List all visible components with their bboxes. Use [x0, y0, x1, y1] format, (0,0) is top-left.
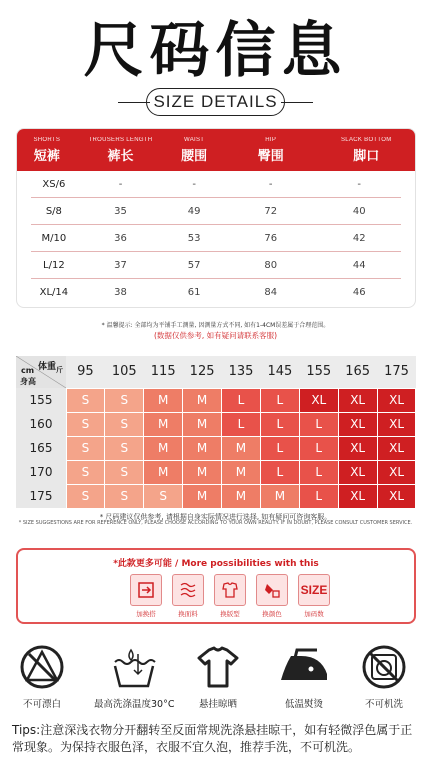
height-row-header: 160: [16, 412, 66, 436]
size-cell: S: [67, 413, 105, 436]
subtitle-banner: [0, 86, 431, 116]
size-cell: S: [67, 437, 105, 460]
table-cell: -: [192, 178, 196, 190]
column-header-bottom: SLACK BOTTOM 脚口: [341, 136, 392, 164]
size-cell: M: [144, 461, 182, 484]
page-subtitle: SIZE DETAILS: [146, 88, 285, 116]
table-row: [31, 252, 401, 279]
swap-icon: [130, 574, 162, 606]
option-style: [210, 574, 250, 618]
column-header-shorts: SHORTS 短裤: [33, 136, 61, 164]
table-row: [31, 279, 401, 306]
size-cell: S: [105, 389, 143, 412]
size-cell: XL: [339, 437, 377, 460]
care-hang-dry: [178, 644, 258, 710]
option-label: 加码数: [304, 610, 324, 618]
style-icon: [214, 574, 246, 606]
size-cell: S: [105, 413, 143, 436]
size-table: [16, 128, 416, 308]
weight-column-header: 165: [345, 364, 371, 379]
size-cell: S: [67, 389, 105, 412]
weight-column-header: 125: [189, 364, 215, 379]
size-cell: L: [261, 413, 299, 436]
care-wash-30: [94, 644, 174, 710]
care-label: 低温熨烫: [284, 699, 323, 710]
weight-column-header: 95: [77, 364, 94, 379]
size-cell: XL: [378, 485, 416, 508]
size-cell: S: [105, 485, 143, 508]
option-label: 加换搭: [136, 610, 156, 618]
table-cell: 72: [264, 205, 278, 217]
option-swap: [126, 574, 166, 618]
table-cell: 37: [114, 259, 127, 271]
height-row-header: 155: [16, 388, 66, 412]
care-label: 悬挂晾晒: [198, 699, 237, 710]
size-cell: M: [183, 389, 221, 412]
size-cell: L: [261, 437, 299, 460]
size-cell: S: [67, 485, 105, 508]
size-cell: L: [300, 485, 338, 508]
size-cell: L: [222, 389, 260, 412]
possibilities-title: *此款更多可能 / More possibilities with this: [113, 559, 319, 569]
suggest-note: * 尺码建议仅供参考, 请根据自身实际情况进行选择, 如有疑问可咨询客服。: [99, 513, 332, 521]
hang-dry-icon: [195, 644, 241, 690]
table-cell: 35: [114, 205, 127, 217]
table-row: [31, 198, 401, 225]
table-cell: 44: [352, 259, 366, 271]
suggest-note-en: * SIZE SUGGESTIONS ARE FOR REFERENCE ONLY, PLEASE CHOOSE ACCORDING TO YOUR OWN REALITY. IF IN DOUBT, PLEASE CONSULT CUSTOMER SERVICE.: [18, 520, 413, 526]
measure-note: * 温馨提示: 全部均为平铺手工测量, 因测量方式不同, 如有1-4CM误差属于合理范围。: [101, 322, 330, 329]
size-recommendation-grid: [16, 356, 416, 508]
size-cell: XL: [378, 461, 416, 484]
option-label: 换颜色: [262, 610, 282, 618]
care-label: 不可漂白: [22, 699, 61, 710]
size-cell: L: [261, 461, 299, 484]
size-label: S/8: [45, 205, 62, 217]
table-cell: -: [268, 178, 273, 190]
size-cell: L: [261, 389, 299, 412]
size-cell: L: [300, 437, 338, 460]
table-cell: -: [118, 178, 123, 190]
size-cell: S: [105, 461, 143, 484]
size-cell: S: [105, 437, 143, 460]
size-cell: L: [222, 413, 260, 436]
table-cell: 57: [187, 259, 201, 271]
size-cell: XL: [300, 389, 338, 412]
size-label: XL/14: [39, 287, 69, 298]
height-row-header: 175: [16, 484, 66, 508]
table-cell: 40: [352, 205, 366, 217]
height-row-header: 165: [16, 436, 66, 460]
size-cell: XL: [378, 437, 416, 460]
fabric-icon: [172, 574, 204, 606]
more-possibilities-box: [16, 548, 416, 624]
weight-column-header: 155: [306, 364, 332, 379]
column-header-length: TROUSERS LENGTH 裤长: [88, 136, 153, 164]
size-cell: L: [300, 461, 338, 484]
table-row: [31, 171, 401, 198]
option-label: 换版型: [220, 610, 240, 618]
table-cell: 46: [352, 287, 366, 298]
table-cell: 84: [264, 287, 278, 298]
table-row: [31, 225, 401, 252]
care-low-iron: [264, 644, 344, 710]
size-cell: M: [183, 461, 221, 484]
option-label: 换面料: [178, 610, 198, 618]
page-title: 尺码信息: [83, 16, 348, 86]
size-cell: XL: [339, 485, 377, 508]
care-tips: Tips:注意深浅衣物分开翻转至反面常规洗涤悬挂晾干，如有轻微浮色属于正常现象。为保持衣服色泽，衣服不宜久泡，推荐手洗，不可机洗。: [12, 723, 413, 754]
size-cell: XL: [339, 413, 377, 436]
weight-column-header: 145: [267, 364, 293, 379]
size-cell: XL: [339, 461, 377, 484]
size-label: XS/6: [42, 178, 66, 190]
wash-30-icon: [109, 644, 159, 690]
weight-column-header: 135: [228, 364, 254, 379]
weight-unit: 斤: [56, 366, 63, 374]
height-unit: cm: [21, 366, 35, 375]
table-cell: 76: [264, 232, 278, 244]
size-cell: M: [144, 413, 182, 436]
table-cell: 42: [352, 232, 366, 244]
size-cell: S: [67, 461, 105, 484]
divider: [281, 102, 313, 103]
weight-column-header: 175: [384, 364, 409, 379]
table-cell: 38: [114, 287, 127, 298]
size-cell: M: [222, 437, 260, 460]
table-cell: 53: [187, 232, 201, 244]
height-label: 身高: [20, 377, 36, 386]
size-cell: M: [222, 461, 260, 484]
size-cell: XL: [339, 389, 377, 412]
size-label: L/12: [43, 259, 65, 271]
size-cell: M: [144, 437, 182, 460]
size-cell: M: [183, 437, 221, 460]
size-icon: SIZE: [298, 574, 330, 606]
table-cell: 61: [187, 287, 201, 298]
size-cell: M: [183, 413, 221, 436]
weight-label: 体重: [38, 362, 57, 372]
care-label: 不可机洗: [364, 699, 403, 710]
grid-corner-label: [16, 356, 66, 388]
size-label: M/10: [41, 232, 67, 244]
table-cell: 80: [264, 259, 278, 271]
size-cell: M: [261, 485, 299, 508]
reference-note: (数据仅供参考, 如有疑问请联系客服): [153, 331, 278, 340]
table-cell: -: [357, 178, 362, 190]
size-cell: M: [222, 485, 260, 508]
size-cell: XL: [378, 413, 416, 436]
no-machine-wash-icon: [361, 644, 407, 690]
option-color: [252, 574, 292, 618]
table-cell: 49: [187, 205, 201, 217]
column-header-waist: WAIST 腰围: [181, 136, 208, 164]
size-cell: M: [144, 389, 182, 412]
option-size: [294, 574, 334, 618]
size-table-header: [17, 129, 415, 171]
no-bleach-icon: [19, 644, 65, 690]
weight-column-header: 105: [111, 364, 137, 379]
option-fabric: [168, 574, 208, 618]
table-cell: 36: [114, 232, 127, 244]
care-no-bleach: [2, 644, 82, 710]
care-label: 最高洗涤温度30°C: [94, 699, 175, 710]
low-iron-icon: [277, 644, 331, 690]
height-row-header: 170: [16, 460, 66, 484]
size-cell: L: [300, 413, 338, 436]
weight-column-header: 115: [150, 364, 176, 379]
size-cell: S: [144, 485, 182, 508]
care-no-machine-wash: [344, 644, 424, 710]
size-cell: M: [183, 485, 221, 508]
color-icon: [256, 574, 288, 606]
column-header-hip: HIP 臀围: [257, 136, 284, 164]
size-cell: XL: [378, 389, 416, 412]
